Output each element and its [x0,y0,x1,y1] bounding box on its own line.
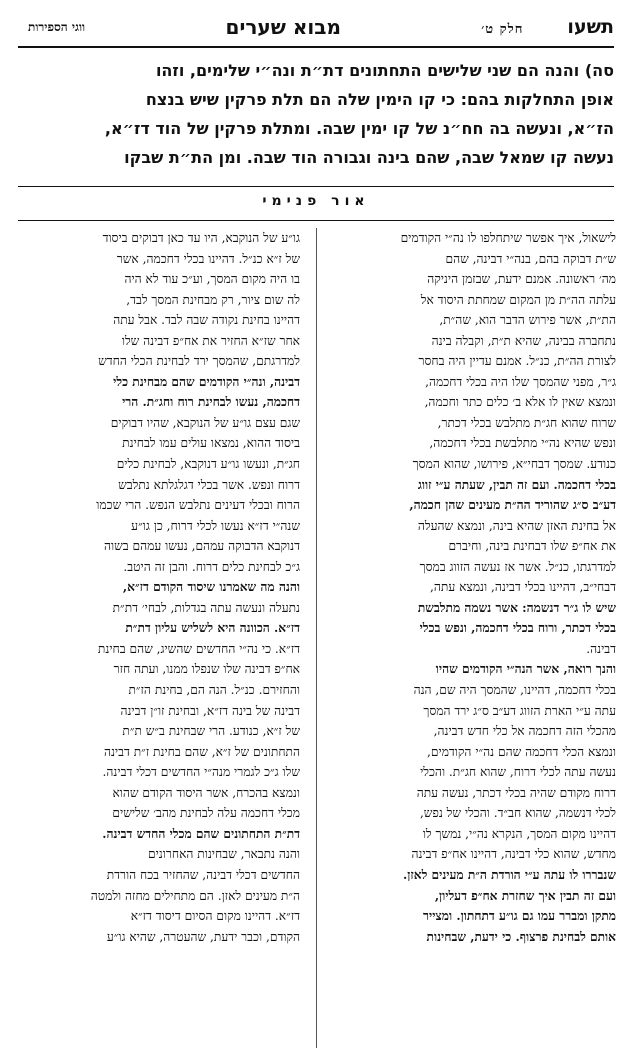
commentary-line: דנוקבא הדבוקה עמהם, נעשו עמהם בשוה [103,539,300,554]
commentary-line: ועם זה תבין איך שחזרת אח״פ דעליון, [434,888,616,903]
commentary-line: מחדש, שהוא כלי דבינה, דהיינו אח״פ דבינה [411,847,616,862]
commentary-line: דרוח מקודם שהיה בכלי דכתר, נעשה עתה [416,785,616,800]
main-text-block [14,56,614,172]
commentary-line: ש״ת דבוקה בהם, בנה״י דבינה, שהם [445,251,616,266]
commentary-line: דז״א. כי נה״י החדשים שהשיג, שהם בחינת [97,641,300,656]
commentary-line: דבינה, ונה״י הקודמים שהם מבחינת כלי [113,374,300,389]
commentary-line: שיש לו ג״ר דנשמה: אשר נשמה מתלבשת [417,600,616,615]
commentary-line: אל בחינת האזן שהיא בינה, ונמצא שהעלה [417,518,616,533]
commentary-line: והנך רואה, אשר הנה״י הקודמים שהיו [435,662,616,677]
commentary-line: לצורת הה״ת, כנ״ל. אמנם עדיין היה בחסר [418,354,616,369]
commentary-line: של ז״א, כנודע. הרי שבחינת ב״ש ת״ת [122,724,300,739]
main-text-rule [18,186,614,187]
commentary-line: בו היה מקום המסך, וע״כ עוד לא היה [124,272,300,287]
commentary-line: נתחברה בבינה, שהיא ת״ת, וקבלה בינה [431,333,616,348]
commentary-line: לה שום ציור, רק מבחינת המסך לבד, [126,292,300,307]
page-header [28,10,614,44]
commentary-line: התחתונים של ז״א, שהם בחינת ז״ת דבינה [103,744,300,759]
main-text-line: אופן התחלקות בהם: כי קו הימין שלה הם תלת פרקין שיש בנצח [145,90,614,109]
commentary-line: והנה נתבאר, שבחינות האחרונים [148,847,300,862]
main-text-line: הז״א, ונעשה בה חח״נ של קו ימין שבה. ומתלת פרקין של הוד דז״א, [104,119,614,138]
commentary-line: עלתה הה״ת מן המקום שמחתת היסוד אל [420,292,616,307]
commentary-line: שגם עצם גו״ע של הנוקבא, שהיו דבוקים [110,415,300,430]
commentary-line: מה׳ ראשונה. אמנם ידעת, שבזמן היניקה [427,272,616,287]
part-label: חלק ט׳ [481,22,524,37]
commentary-line: בכלי דחכמה. ועם זה תבין, שעתה ע״י זווג [417,477,616,492]
column-divider [316,228,317,1048]
main-text-line: סה) והנה הם שני שלישים התחתונים דת״ת ונה״י שלימים, וזהו [155,61,614,80]
commentary-title-rule [18,220,614,221]
commentary-line: דז״א. דהיינו מקום הסיום דיסוד דז״א [130,909,300,924]
commentary-line: ג״כ לבחינת כלים דרוח. והבן זה היטב. [123,559,300,574]
commentary-line: דהיינו בחינת נקודה שבה לבד. אבל עתה [113,313,300,328]
commentary-line: מתקן ומברר עמו גם גו״ע דתחתון. ומצייר [423,909,616,924]
commentary-line: דרוח ונפש. אשר בכלי דגלגלתא נתלבש [118,477,300,492]
commentary-line: לישאול, איך אפשר שיתחלפו לו נה״י הקודמים [400,231,616,245]
commentary-line: והנה מה שאמרנו שיסוד הקודם דז״א, [122,580,300,595]
commentary-line: מכלי דחכמה עלה לבחינת מהב׳ שלישים [112,806,300,821]
commentary-line: חג״ת, ונעשו גו״ע דנוקבא, לבחינת כלים [116,457,300,472]
commentary-line: שלו ג״כ לגמרי מנה״י החדשים דכלי דבינה. [102,765,300,780]
commentary-left-column [10,228,300,947]
commentary-line: עתה ע״י הארת הזווג דע״ב ס״ג ירד המסך [423,703,616,718]
commentary-line: החדשים דכלי דבינה, שהחזיר בכח הורדת [106,867,300,882]
commentary-line: דבינה של בינה דז״א, ובחינת זו״ן דבינה [120,703,300,718]
commentary-line: נתעלה ונעשה עתה בגדלות, לבחי׳ דת״ת [112,600,300,615]
commentary-line: ביסוד ההוא, נמצאו עולים עמו לבחינת [122,436,300,451]
main-text-line: נעשה קו שמאל שבה, שהם בינה וגבורה הוד שבה. ומן הת״ת שבקו [124,148,614,167]
commentary-line: למדרגתו, כנ״ל. אשר אז נעשה הזווג במסך [419,559,616,574]
commentary-line: והחזירם. כנ״ל. הנה הם, בחינת הז״ת [128,683,300,698]
commentary-line: לכלי דנשמה, שהוא חב״ד. והכלי של נפש, [419,806,616,821]
commentary-line: למדרגתם, שהמסך ירד לבחינת הכלי החדש [98,354,300,369]
commentary-line: אחר שז״א החזיר את אח״פ דבינה שלו [121,333,300,348]
commentary-line: גו״ע של הנוקבא, היו עד כאן דבוקים ביסוד [102,231,300,245]
commentary-line: בכלי דחכמה, דהיינו, שהמסך היה שם, הנה [413,683,616,698]
commentary-line: ונפש שהיא נה״י מתלבשת בכלי דחכמה, [429,436,616,451]
header-right-group [481,16,614,38]
commentary-line: ונמצא בהכרח, אשר היסוד הקודם שהוא [112,785,300,800]
commentary-line: אותם לבחינת פרצוף. כי ידעת, שבחינות [426,929,616,944]
commentary-right-column [326,228,616,947]
commentary-line: כנודע. שמסך דבחי״א, פירושו, שהוא המסך [412,457,616,472]
commentary-line: בכלי דכתר, ורוח בכלי דחכמה, ונפש בכלי [419,621,616,636]
commentary-line: דהיינו מקום המסך, הנקרא נה״י, נמשך לו [422,826,616,841]
commentary-line: ה״ת מעינים לאזן. הם מתחילים מחזה ולמטה [90,888,300,903]
commentary-line: שנבררו לו עתה ע״י הורדת ה״ת מעינים לאזן. [403,867,616,882]
commentary-line: דת״ת התחתונים שהם מכלי החדש דבינה. [102,826,300,841]
commentary-line: הקודם, וכבר ידעת, שהעטרה, שהיא גו״ע [106,929,300,944]
commentary-line: דז״א. הכוונה היא לשליש עליון דת״ת [125,621,300,636]
commentary-title: אור פנימי [262,193,370,209]
header-rule [18,46,614,48]
commentary-line: של ז״א כנ״ל. דהיינו בכלי דחכמה, אשר [116,251,300,266]
commentary-line: הרוח ובכלי דעינים נתלבש הנפש. הרי שכמו [96,498,300,513]
commentary-line: דחכמה, נעשו לבחינת רוח וחג״ת. הרי [122,395,300,410]
commentary-line: דבחי״ב, דהיינו בכלי דבינה, ונמצא עתה, [430,580,616,595]
commentary-line: את אח״פ שלו דבחינת בינה, וחיברם [448,539,616,554]
commentary-line: שרוח שהוא חג״ת מתלבש בכלי דכתר, [437,415,616,430]
commentary-line: הת״ת, אשר פירוש הדבר הוא, שה״ת, [439,313,616,328]
commentary-line: אח״פ דבינה שלו שנפלו ממנו, ועתה חזר [113,662,300,677]
commentary-line: דבינה. [586,641,616,656]
commentary-line: נעשה עתה לכלי דרוח, שהוא חג״ת. והכלי [420,765,616,780]
commentary-line: דע״ב ס״ג שהוריד הה״ת מעינים שהן חכמה, [409,498,616,513]
commentary-line: ג״ר, מפני שהמסך שלו היה בכלי דחכמה, [425,374,616,389]
book-title: מבוא שערים [225,15,341,39]
commentary-line: ונמצא הכלי דחכמה שהם נה״י הקודמים, [427,744,616,759]
commentary-line: שנה״י דז״א נעשו לכלי דרוח, כן גו״ע [131,518,300,533]
commentary-line: ונמצא שאין לו אלא ב׳ כלים כתר וחכמה, [424,395,616,410]
page-number: תשעו [567,16,614,38]
section-label: ווגי הספירות [28,19,86,34]
commentary-line: מהכלי הזה דחכמה אל כלי חדש דבינה, [433,724,616,739]
